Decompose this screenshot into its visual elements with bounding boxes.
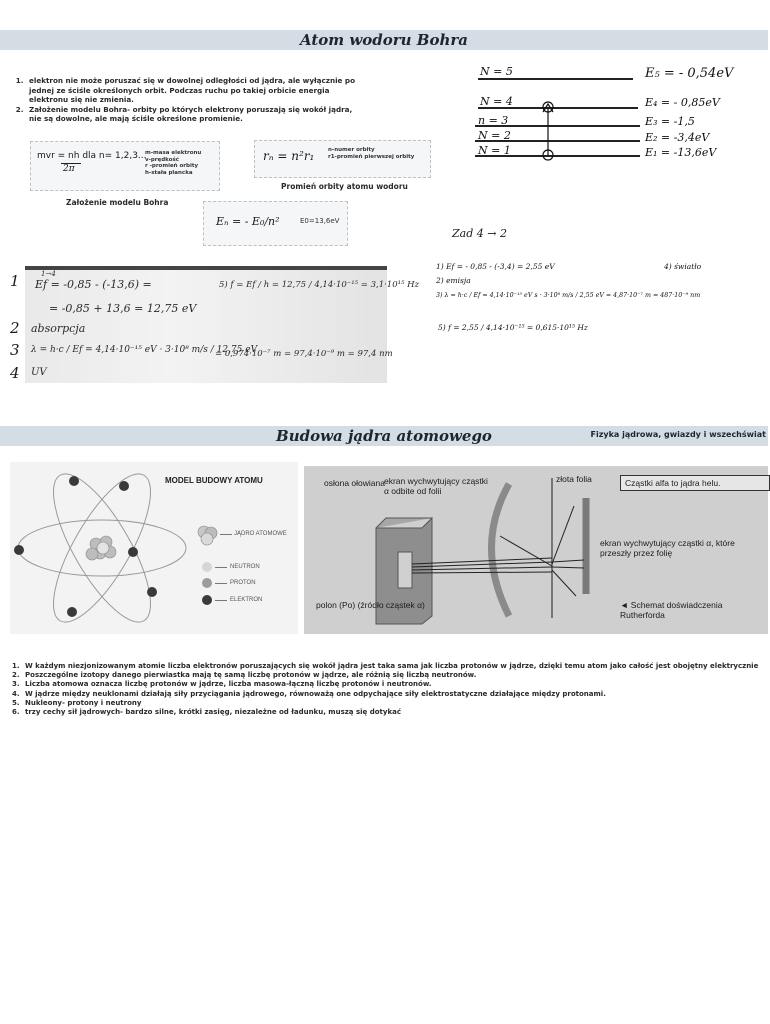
section-title: Atom wodoru Bohra: [299, 31, 469, 49]
nucleus-icon: [196, 524, 218, 546]
level-energy: E₃ = -1,5: [645, 115, 695, 128]
caption-orbit-radius: Promień orbity atomu wodoru: [281, 182, 408, 191]
level-energy: E₁ = -13,6eV: [645, 146, 717, 159]
list-item: 4. W jądrze między neuklonami działają siły przyciągania jądrowego, równoważą one odpychające siły elektrostatyczne działające między protonami.: [22, 690, 762, 699]
row-number: 2: [10, 319, 20, 337]
legend-line: v-prędkość: [145, 156, 180, 163]
rutherford-label: złota folia: [556, 474, 592, 484]
rutherford-label: polon (Po) (źródło cząstek α): [316, 600, 425, 610]
row-number: 1: [10, 272, 20, 290]
level-label: N = 4: [480, 95, 513, 108]
whiteboard-text: = -0,85 + 13,6 = 12,75 eV: [49, 302, 197, 315]
whiteboard-text: 1→4: [41, 270, 56, 278]
legend-label: JĄDRO ATOMOWE: [234, 531, 287, 537]
electron-icon: [202, 595, 212, 605]
atom-model-title: MODEL BUDOWY ATOMU: [165, 476, 263, 485]
legend-line: [215, 567, 227, 568]
list-item: 6. trzy cechy sił jądrowych- bardzo silne, krótki zasięg, niezależne od ładunku, muszą się dotykać: [22, 708, 762, 717]
atom-orbits-icon: [10, 462, 200, 634]
rutherford-label: ekran wychwytujący cząstki α, które przeszły przez folię: [600, 538, 735, 558]
list-item: 1. elektron nie może poruszać się w dowolnej odległości od jądra, ale wyłącznie po jednej ze ściśle określonych orbit. Podczas ruchu po takiej orbicie energia elektronu się nie zmienia.: [26, 76, 361, 105]
formula-box-orbit-radius: [254, 140, 431, 178]
whiteboard-text: 5) f = Ef / h = 12,75 / 4,14·10⁻¹⁵ = 3,1·10¹⁵ Hz: [219, 280, 420, 290]
caption-bohr-postulate: Założenie modelu Bohra: [66, 198, 169, 207]
whiteboard-frame: [25, 266, 387, 270]
exercise-line: 5) f = 2,55 / 4,14·10⁻¹⁵ = 0,615·10¹⁵ Hz: [438, 323, 588, 332]
nucleus-notes-list: [6, 662, 762, 717]
list-item: 2. Poszczególne izotopy danego pierwiastka mają tę samą liczbę protonów w jądrze, ale różnią się liczbą neutronów.: [22, 671, 762, 680]
formula-text: rₙ = n²r₁: [263, 149, 315, 163]
legend-line: [220, 534, 232, 535]
exercise-line: 2) emisja: [436, 276, 471, 285]
row-number: 4: [10, 364, 20, 382]
whiteboard-text: Ef = -0,85 - (-13,6) =: [35, 278, 152, 291]
legend-line: r1-promień pierwszej orbity: [328, 153, 415, 160]
atom-model-illustration: [10, 462, 298, 634]
rutherford-experiment-photo: [304, 466, 768, 634]
exercise-title: Zad 4 → 2: [452, 227, 507, 240]
legend-line: h-stała plancka: [145, 169, 193, 176]
level-energy: E₄ = - 0,85eV: [645, 96, 720, 109]
legend-line: n-numer orbity: [328, 147, 375, 153]
section-banner-nucleus: [0, 426, 768, 446]
exercise-line: 3) λ = h·c / Ef = 4,14·10⁻¹⁵ eV s · 3·10⁸ m/s / 2,55 eV = 4,87·10⁻⁷ m = 487·10⁻⁹ nm: [436, 292, 701, 299]
legend-line: r -promień orbity: [145, 163, 199, 169]
row-number: 3: [10, 341, 20, 359]
formula-text: mvr = nh dla n= 1,2,3...: [37, 151, 147, 161]
list-item: 2. Założenie modelu Bohra- orbity po których elektrony poruszają się wokół jądra, nie są dowolne, ale mają ściśle określone promienie.: [26, 105, 361, 124]
whiteboard-text: = 0,974·10⁻⁷ m = 97,4·10⁻⁹ m = 97,4 nm: [215, 349, 393, 359]
exercise-note: 4) światło: [664, 262, 702, 271]
level-label: N = 1: [478, 144, 511, 157]
transition-arrow-icon: [536, 100, 560, 162]
whiteboard-text: absorpcja: [31, 322, 86, 335]
formula-text: Eₙ = - E₀/n²: [216, 215, 280, 228]
formula-box-energy: [203, 201, 348, 246]
section-title: Budowa jądra atomowego: [276, 427, 492, 445]
whiteboard-text: UV: [31, 367, 47, 378]
level-label: N = 2: [478, 129, 511, 142]
whiteboard-photo: [25, 266, 420, 383]
formula-value: E0=13,6eV: [300, 217, 340, 225]
formula-legend: [145, 150, 220, 176]
formula-legend: [328, 147, 428, 160]
legend-label: PROTON: [230, 580, 256, 586]
rutherford-info-box: Cząstki alfa to jądra helu.: [620, 475, 770, 491]
whiteboard-text: λ = h·c / Ef = 4,14·10⁻¹⁵ eV · 3·10⁸ m/s / 12,75 eV: [31, 345, 258, 355]
legend-label: NEUTRON: [230, 564, 260, 570]
list-item: 5. Nukleony- protony i neutrony: [22, 699, 762, 708]
level-label: N = 5: [480, 65, 513, 78]
bohr-notes-list: [10, 76, 361, 124]
legend-label: ELEKTRON: [230, 597, 263, 603]
level-line-5: [478, 78, 633, 80]
legend-line: [215, 600, 227, 601]
list-item: 3. Liczba atomowa oznacza liczbę protonów w jądrze, liczba masowa-łączną liczbę protonów i neutronów.: [22, 680, 762, 689]
proton-icon: [202, 578, 212, 588]
section-banner-bohr: [0, 30, 768, 50]
legend-line: m-masa elektronu: [145, 150, 202, 156]
formula-box-bohr-postulate: [30, 141, 220, 191]
section-side-note: Fizyka jądrowa, gwiazdy i wszechświat: [590, 430, 766, 439]
exercise-line: 1) Ef = - 0,85 - (-3,4) = 2,55 eV: [436, 262, 555, 271]
level-energy: E₂ = -3,4eV: [645, 131, 710, 144]
list-item: 1. W każdym niezjonizowanym atomie liczba elektronów poruszających się wokół jądra jest taka sama jak liczba protonów w jądrze, dzięki temu atom jako całość jest obojętny elektrycznie: [22, 662, 762, 671]
neutron-icon: [202, 562, 212, 572]
rutherford-label: osłona ołowiana: [324, 478, 385, 488]
legend-line: [215, 583, 227, 584]
energy-level-diagram: [470, 60, 760, 165]
rutherford-label: ekran wychwytujący cząstki α odbite od folii: [384, 476, 488, 496]
level-energy: E₅ = - 0,54eV: [645, 66, 734, 81]
formula-denominator: 2π: [63, 164, 75, 174]
rutherford-caption: ◄ Schemat doświadczenia Rutherforda: [620, 600, 723, 620]
level-label: n = 3: [478, 114, 509, 127]
